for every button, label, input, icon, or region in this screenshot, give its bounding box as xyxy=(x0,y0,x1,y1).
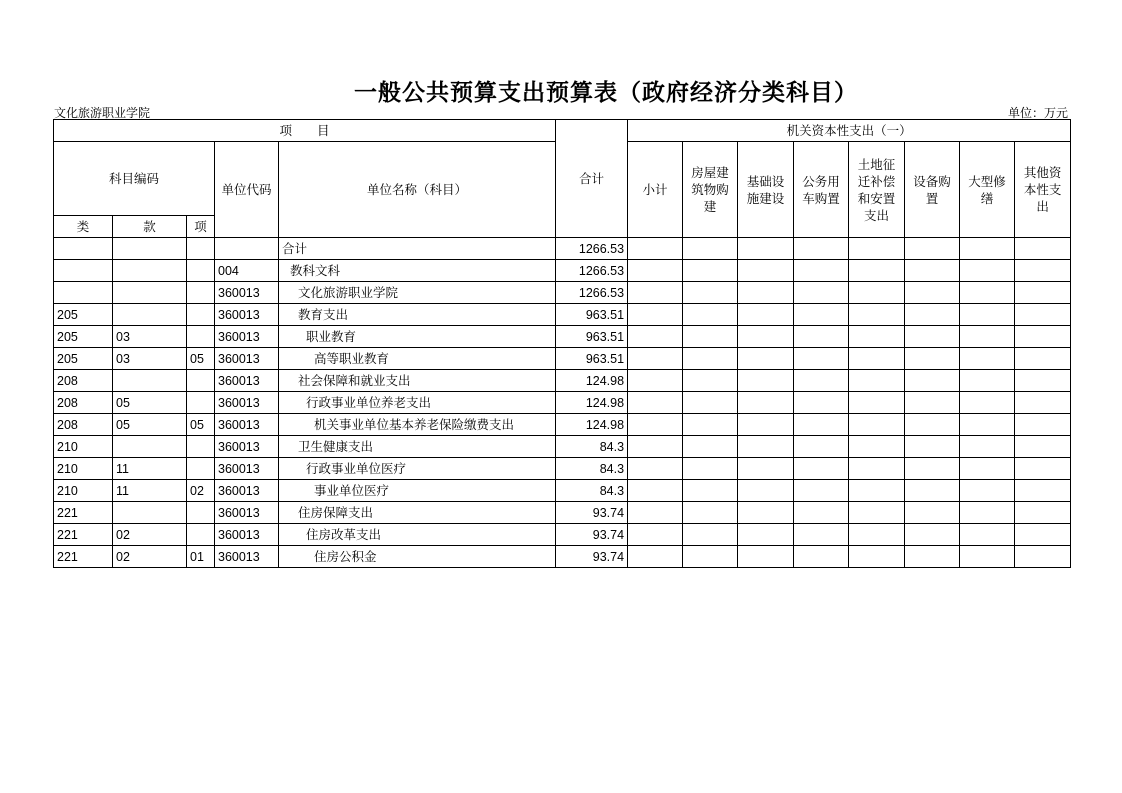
unit-code-cell: 360013 xyxy=(215,414,279,436)
capital-cell xyxy=(794,282,849,304)
lei-cell: 210 xyxy=(54,436,113,458)
table-row xyxy=(54,524,1071,546)
kuan-cell: 11 xyxy=(113,480,187,502)
capital-cell xyxy=(849,546,905,568)
total-cell: 963.51 xyxy=(556,326,628,348)
total-cell: 93.74 xyxy=(556,524,628,546)
unit-code-cell: 360013 xyxy=(215,282,279,304)
capital-cell xyxy=(905,260,960,282)
table-row xyxy=(54,546,1071,568)
kuan-cell xyxy=(113,282,187,304)
capital-cell xyxy=(683,326,738,348)
capital-cell xyxy=(738,282,794,304)
unit-name-cell: 文化旅游职业学院 xyxy=(279,282,556,304)
currency-unit-label: 单位：万元 xyxy=(1007,106,1068,120)
lei-cell: 205 xyxy=(54,326,113,348)
capital-cell xyxy=(738,392,794,414)
capital-cell xyxy=(960,546,1015,568)
capital-cell xyxy=(794,458,849,480)
capital-cell xyxy=(905,282,960,304)
major-repair-header: 大型修缮 xyxy=(960,142,1015,238)
total-cell: 124.98 xyxy=(556,370,628,392)
unit-name-header: 单位名称（科目） xyxy=(279,142,556,238)
capital-cell xyxy=(683,480,738,502)
capital-cell xyxy=(849,502,905,524)
lei-cell: 205 xyxy=(54,304,113,326)
unit-name-cell: 职业教育 xyxy=(279,326,556,348)
capital-cell xyxy=(738,304,794,326)
table-row xyxy=(54,480,1071,502)
other-capital-header: 其他资本性支出 xyxy=(1015,142,1071,238)
xiang-cell: 05 xyxy=(187,348,215,370)
unit-name-cell: 机关事业单位基本养老保险缴费支出 xyxy=(279,414,556,436)
capital-cell xyxy=(683,546,738,568)
capital-cell xyxy=(738,436,794,458)
capital-cell xyxy=(960,458,1015,480)
xiang-cell xyxy=(187,392,215,414)
capital-cell xyxy=(794,348,849,370)
capital-cell xyxy=(628,502,683,524)
unit-code-header: 单位代码 xyxy=(215,142,279,238)
total-cell: 1266.53 xyxy=(556,260,628,282)
infrastructure-header: 基础设施建设 xyxy=(738,142,794,238)
capital-cell xyxy=(628,304,683,326)
unit-name-cell: 事业单位医疗 xyxy=(279,480,556,502)
unit-name-cell: 卫生健康支出 xyxy=(279,436,556,458)
unit-code-cell: 360013 xyxy=(215,348,279,370)
equipment-purchase-header: 设备购置 xyxy=(905,142,960,238)
capital-cell xyxy=(1015,458,1071,480)
capital-cell xyxy=(794,238,849,260)
kuan-cell xyxy=(113,238,187,260)
capital-cell xyxy=(960,238,1015,260)
kuan-cell xyxy=(113,370,187,392)
capital-cell xyxy=(960,282,1015,304)
kuan-cell: 03 xyxy=(113,326,187,348)
capital-cell xyxy=(683,370,738,392)
total-header: 合计 xyxy=(556,120,628,238)
capital-cell xyxy=(738,502,794,524)
capital-cell xyxy=(1015,414,1071,436)
kuan-header: 款 xyxy=(113,216,187,238)
capital-cell xyxy=(960,370,1015,392)
unit-code-cell: 360013 xyxy=(215,436,279,458)
kuan-cell xyxy=(113,304,187,326)
total-cell: 1266.53 xyxy=(556,238,628,260)
lei-cell: 210 xyxy=(54,480,113,502)
lei-cell: 221 xyxy=(54,546,113,568)
capital-cell xyxy=(849,238,905,260)
capital-cell xyxy=(849,414,905,436)
total-cell: 963.51 xyxy=(556,304,628,326)
capital-cell xyxy=(683,436,738,458)
unit-name: 文化旅游职业学院 xyxy=(54,106,151,120)
unit-name-cell: 教育支出 xyxy=(279,304,556,326)
subtotal-header: 小计 xyxy=(628,142,683,238)
xiang-cell xyxy=(187,502,215,524)
kuan-cell: 02 xyxy=(113,524,187,546)
capital-cell xyxy=(683,458,738,480)
unit-name-cell: 高等职业教育 xyxy=(279,348,556,370)
table-row xyxy=(54,348,1071,370)
kuan-cell: 11 xyxy=(113,458,187,480)
xiang-cell xyxy=(187,370,215,392)
xiang-cell xyxy=(187,304,215,326)
xiang-cell xyxy=(187,436,215,458)
table-row xyxy=(54,458,1071,480)
project-header: 项 目 xyxy=(54,120,556,142)
table-row xyxy=(54,392,1071,414)
unit-code-cell: 360013 xyxy=(215,458,279,480)
lei-cell xyxy=(54,282,113,304)
total-cell: 93.74 xyxy=(556,502,628,524)
capital-cell xyxy=(794,502,849,524)
capital-cell xyxy=(960,502,1015,524)
capital-cell xyxy=(628,546,683,568)
lei-cell xyxy=(54,260,113,282)
capital-cell xyxy=(849,392,905,414)
xiang-cell xyxy=(187,524,215,546)
total-cell: 124.98 xyxy=(556,392,628,414)
lei-cell: 208 xyxy=(54,414,113,436)
kuan-cell: 05 xyxy=(113,392,187,414)
capital-cell xyxy=(960,304,1015,326)
table-row xyxy=(54,304,1071,326)
capital-cell xyxy=(628,414,683,436)
official-vehicle-header: 公务用车购置 xyxy=(794,142,849,238)
capital-cell xyxy=(905,524,960,546)
capital-cell xyxy=(628,392,683,414)
capital-cell xyxy=(794,370,849,392)
capital-cell xyxy=(1015,502,1071,524)
land-compensation-header: 土地征迁补偿和安置支出 xyxy=(849,142,905,238)
kuan-cell: 03 xyxy=(113,348,187,370)
capital-cell xyxy=(960,524,1015,546)
budget-table xyxy=(53,119,1071,568)
xiang-cell xyxy=(187,260,215,282)
capital-cell xyxy=(738,326,794,348)
capital-cell xyxy=(683,282,738,304)
capital-cell xyxy=(628,238,683,260)
capital-cell xyxy=(794,326,849,348)
capital-cell xyxy=(905,326,960,348)
kuan-cell xyxy=(113,436,187,458)
lei-cell xyxy=(54,238,113,260)
capital-cell xyxy=(960,414,1015,436)
unit-code-cell xyxy=(215,238,279,260)
kuan-cell: 05 xyxy=(113,414,187,436)
table-row xyxy=(54,326,1071,348)
unit-code-cell: 360013 xyxy=(215,502,279,524)
total-cell: 124.98 xyxy=(556,414,628,436)
capital-cell xyxy=(683,260,738,282)
unit-name-cell: 社会保障和就业支出 xyxy=(279,370,556,392)
capital-cell xyxy=(628,524,683,546)
capital-cell xyxy=(849,458,905,480)
capital-cell xyxy=(1015,282,1071,304)
capital-cell xyxy=(849,304,905,326)
capital-cell xyxy=(683,392,738,414)
total-cell: 93.74 xyxy=(556,546,628,568)
xiang-header: 项 xyxy=(187,216,215,238)
capital-cell xyxy=(905,304,960,326)
capital-cell xyxy=(960,480,1015,502)
capital-cell xyxy=(1015,480,1071,502)
capital-cell xyxy=(738,238,794,260)
xiang-cell: 01 xyxy=(187,546,215,568)
capital-cell xyxy=(628,458,683,480)
capital-cell xyxy=(738,480,794,502)
capital-cell xyxy=(960,326,1015,348)
unit-name-cell: 合计 xyxy=(279,238,556,260)
capital-cell xyxy=(1015,370,1071,392)
capital-expenditure-header: 机关资本性支出（一） xyxy=(628,120,1071,142)
table-row xyxy=(54,436,1071,458)
capital-cell xyxy=(628,260,683,282)
capital-cell xyxy=(794,414,849,436)
capital-cell xyxy=(849,260,905,282)
capital-cell xyxy=(849,326,905,348)
unit-code-cell: 360013 xyxy=(215,546,279,568)
unit-code-cell: 360013 xyxy=(215,480,279,502)
capital-cell xyxy=(738,414,794,436)
capital-cell xyxy=(960,436,1015,458)
capital-cell xyxy=(905,436,960,458)
table-row xyxy=(54,282,1071,304)
capital-cell xyxy=(1015,326,1071,348)
capital-cell xyxy=(849,282,905,304)
unit-name-cell: 教科文科 xyxy=(279,260,556,282)
capital-cell xyxy=(905,546,960,568)
xiang-cell xyxy=(187,458,215,480)
capital-cell xyxy=(794,392,849,414)
capital-cell xyxy=(960,348,1015,370)
kuan-cell xyxy=(113,260,187,282)
capital-cell xyxy=(683,524,738,546)
capital-cell xyxy=(794,304,849,326)
xiang-cell xyxy=(187,326,215,348)
total-cell: 84.3 xyxy=(556,480,628,502)
unit-code-cell: 004 xyxy=(215,260,279,282)
capital-cell xyxy=(738,546,794,568)
unit-name-cell: 住房公积金 xyxy=(279,546,556,568)
capital-cell xyxy=(738,370,794,392)
capital-cell xyxy=(960,392,1015,414)
table-row xyxy=(54,502,1071,524)
building-purchase-header: 房屋建筑物购建 xyxy=(683,142,738,238)
capital-cell xyxy=(849,524,905,546)
capital-cell xyxy=(683,502,738,524)
xiang-cell xyxy=(187,238,215,260)
capital-cell xyxy=(738,458,794,480)
capital-cell xyxy=(960,260,1015,282)
capital-cell xyxy=(905,480,960,502)
table-row xyxy=(54,260,1071,282)
capital-cell xyxy=(905,348,960,370)
subject-code-header: 科目编码 xyxy=(54,142,215,216)
capital-cell xyxy=(849,348,905,370)
capital-cell xyxy=(628,348,683,370)
capital-cell xyxy=(1015,348,1071,370)
capital-cell xyxy=(1015,238,1071,260)
lei-cell: 208 xyxy=(54,370,113,392)
lei-cell: 205 xyxy=(54,348,113,370)
total-cell: 1266.53 xyxy=(556,282,628,304)
capital-cell xyxy=(794,480,849,502)
kuan-cell: 02 xyxy=(113,546,187,568)
unit-name-cell: 行政事业单位医疗 xyxy=(279,458,556,480)
capital-cell xyxy=(628,326,683,348)
unit-code-cell: 360013 xyxy=(215,524,279,546)
capital-cell xyxy=(905,458,960,480)
capital-cell xyxy=(738,260,794,282)
kuan-cell xyxy=(113,502,187,524)
capital-cell xyxy=(628,436,683,458)
lei-cell: 221 xyxy=(54,524,113,546)
table-row xyxy=(54,370,1071,392)
lei-cell: 208 xyxy=(54,392,113,414)
total-cell: 963.51 xyxy=(556,348,628,370)
capital-cell xyxy=(1015,546,1071,568)
table-row xyxy=(54,238,1071,260)
capital-cell xyxy=(683,238,738,260)
unit-code-cell: 360013 xyxy=(215,304,279,326)
xiang-cell xyxy=(187,282,215,304)
capital-cell xyxy=(628,480,683,502)
unit-code-cell: 360013 xyxy=(215,326,279,348)
capital-cell xyxy=(849,436,905,458)
unit-code-cell: 360013 xyxy=(215,370,279,392)
capital-cell xyxy=(628,282,683,304)
unit-name-cell: 住房保障支出 xyxy=(279,502,556,524)
capital-cell xyxy=(628,370,683,392)
capital-cell xyxy=(1015,524,1071,546)
table-row xyxy=(54,414,1071,436)
capital-cell xyxy=(905,392,960,414)
xiang-cell: 02 xyxy=(187,480,215,502)
capital-cell xyxy=(683,414,738,436)
lei-cell: 210 xyxy=(54,458,113,480)
capital-cell xyxy=(794,260,849,282)
lei-cell: 221 xyxy=(54,502,113,524)
capital-cell xyxy=(849,370,905,392)
capital-cell xyxy=(1015,260,1071,282)
capital-cell xyxy=(794,546,849,568)
unit-code-cell: 360013 xyxy=(215,392,279,414)
unit-name-cell: 行政事业单位养老支出 xyxy=(279,392,556,414)
capital-cell xyxy=(794,436,849,458)
page-title: 一般公共预算支出预算表（政府经济分类科目） xyxy=(354,80,858,106)
capital-cell xyxy=(738,524,794,546)
capital-cell xyxy=(683,304,738,326)
capital-cell xyxy=(1015,436,1071,458)
capital-cell xyxy=(794,524,849,546)
lei-header: 类 xyxy=(54,216,113,238)
unit-name-cell: 住房改革支出 xyxy=(279,524,556,546)
total-cell: 84.3 xyxy=(556,436,628,458)
capital-cell xyxy=(905,370,960,392)
capital-cell xyxy=(683,348,738,370)
capital-cell xyxy=(738,348,794,370)
capital-cell xyxy=(905,414,960,436)
capital-cell xyxy=(849,480,905,502)
capital-cell xyxy=(905,238,960,260)
capital-cell xyxy=(905,502,960,524)
capital-cell xyxy=(1015,392,1071,414)
xiang-cell: 05 xyxy=(187,414,215,436)
total-cell: 84.3 xyxy=(556,458,628,480)
capital-cell xyxy=(1015,304,1071,326)
